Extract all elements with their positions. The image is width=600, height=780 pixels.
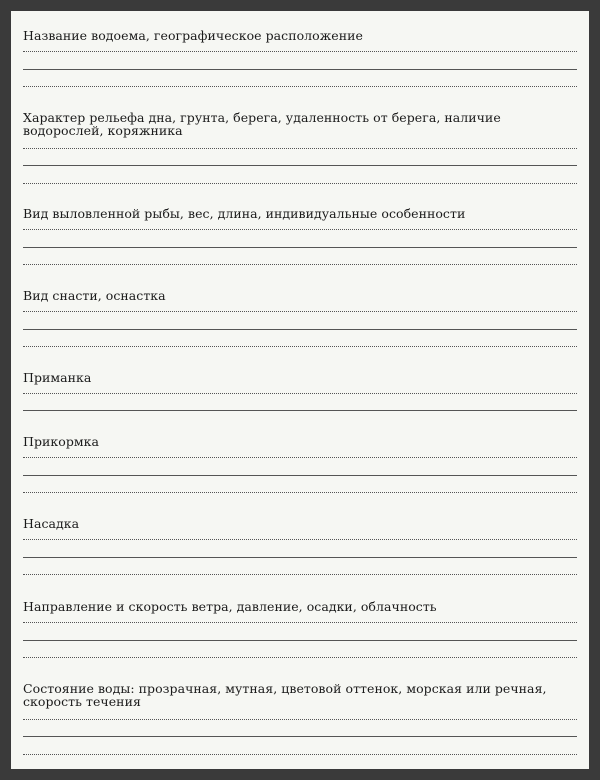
section-tackle [23, 289, 577, 349]
answer-line[interactable] [23, 457, 577, 458]
section-weather [23, 600, 577, 660]
section-label: Название водоема, географическое расположение [23, 28, 363, 43]
answer-line[interactable] [23, 657, 577, 658]
section-label: Вид снасти, оснастка [23, 288, 166, 303]
section-fish-caught [23, 207, 577, 267]
answer-line[interactable] [23, 719, 577, 720]
answer-line[interactable] [23, 165, 577, 166]
section-water-condition [23, 682, 577, 757]
section-label: Характер рельефа дна, грунта, берега, удаленность от берега, наличие водорослей, коряжника [23, 110, 501, 138]
answer-line[interactable] [23, 492, 577, 493]
section-label: Насадка [23, 516, 80, 531]
answer-line[interactable] [23, 736, 577, 737]
answer-line[interactable] [23, 640, 577, 641]
answer-line[interactable] [23, 557, 577, 558]
answer-line[interactable] [23, 754, 577, 755]
answer-line[interactable] [23, 475, 577, 476]
section-label: Вид выловленной рыбы, вес, длина, индивидуальные особенности [23, 206, 466, 221]
answer-line[interactable] [23, 574, 577, 575]
answer-line[interactable] [23, 229, 577, 230]
section-water-body [23, 29, 577, 89]
answer-line[interactable] [23, 264, 577, 265]
answer-line[interactable] [23, 346, 577, 347]
section-label: Приманка [23, 370, 92, 385]
section-label: Прикормка [23, 434, 100, 449]
section-bait [23, 517, 577, 577]
answer-line[interactable] [23, 148, 577, 149]
answer-line[interactable] [23, 539, 577, 540]
answer-line[interactable] [23, 311, 577, 312]
section-terrain [23, 111, 577, 186]
answer-line[interactable] [23, 69, 577, 70]
answer-line[interactable] [23, 329, 577, 330]
answer-line[interactable] [23, 183, 577, 184]
section-label: Состояние воды: прозрачная, мутная, цветовой оттенок, морская или речная, скорость течения [23, 681, 547, 709]
answer-line[interactable] [23, 393, 577, 394]
section-groundbait [23, 435, 577, 495]
answer-line[interactable] [23, 51, 577, 52]
answer-line[interactable] [23, 86, 577, 87]
answer-line[interactable] [23, 410, 577, 411]
section-lure [23, 371, 577, 413]
answer-line[interactable] [23, 247, 577, 248]
answer-line[interactable] [23, 622, 577, 623]
fishing-log-form [11, 11, 589, 769]
section-label: Направление и скорость ветра, давление, осадки, облачность [23, 599, 437, 614]
